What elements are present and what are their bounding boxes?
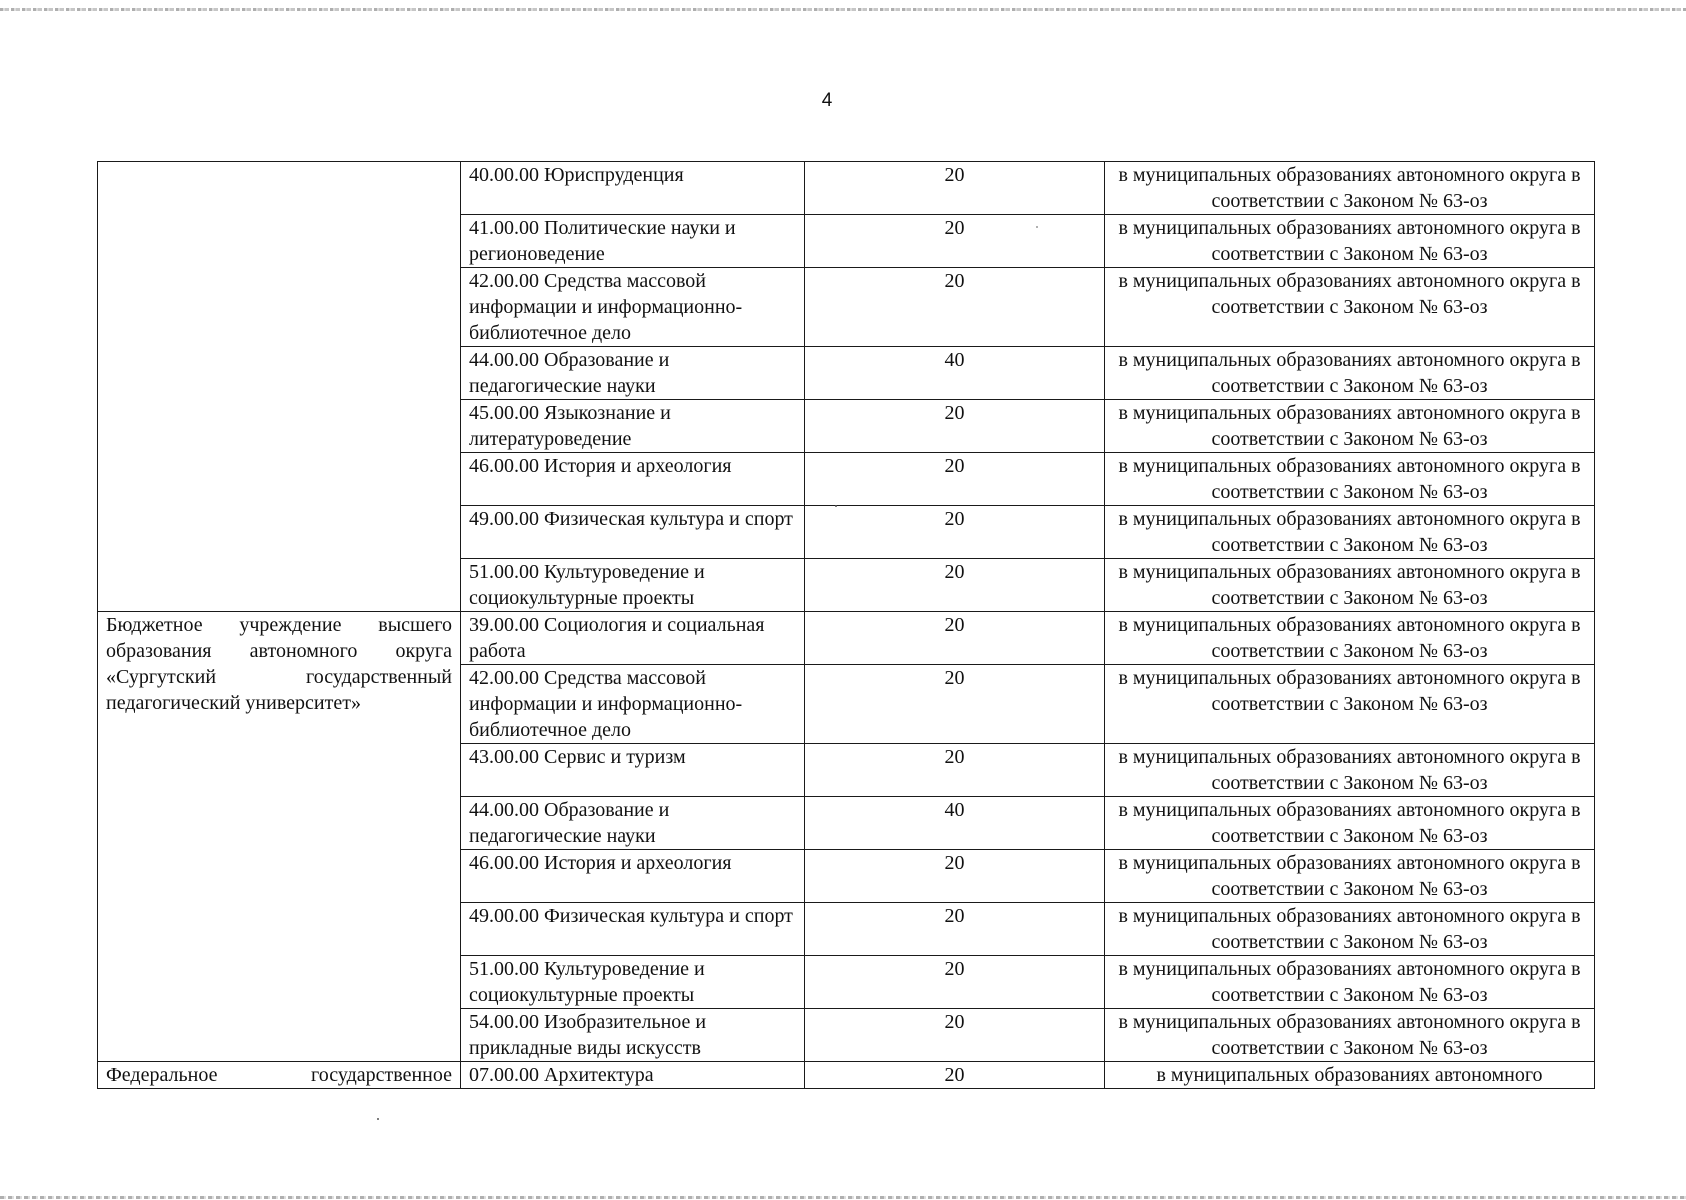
scan-speck bbox=[1036, 226, 1038, 228]
direction-cell: 54.00.00 Изобразительное и прикладные виды искусств bbox=[461, 1009, 805, 1062]
quota-cell: 20 bbox=[805, 453, 1105, 506]
direction-cell: 46.00.00 История и археология bbox=[461, 453, 805, 506]
organization-cell: Бюджетное учреждение высшего образования автономного округа «Сургутский государственный педагогический университет» bbox=[98, 612, 461, 1062]
condition-cell: в муниципальных образованиях автономного округа в соответствии с Законом № 63-оз bbox=[1105, 559, 1595, 612]
condition-cell: в муниципальных образованиях автономного округа в соответствии с Законом № 63-оз bbox=[1105, 850, 1595, 903]
scan-edge-bottom bbox=[0, 1196, 1686, 1199]
condition-cell: в муниципальных образованиях автономного округа в соответствии с Законом № 63-оз bbox=[1105, 903, 1595, 956]
organization-cell-continued bbox=[98, 162, 461, 612]
quota-cell: 20 bbox=[805, 903, 1105, 956]
condition-cell: в муниципальных образованиях автономного bbox=[1105, 1062, 1595, 1089]
quota-cell: 20 bbox=[805, 850, 1105, 903]
quota-cell: 20 bbox=[805, 506, 1105, 559]
quota-table bbox=[97, 161, 1595, 1089]
quota-cell: 20 bbox=[805, 956, 1105, 1009]
direction-cell: 42.00.00 Средства массовой информации и информационно-библиотечное дело bbox=[461, 665, 805, 744]
quota-cell: 20 bbox=[805, 268, 1105, 347]
direction-cell: 44.00.00 Образование и педагогические науки bbox=[461, 797, 805, 850]
condition-cell: в муниципальных образованиях автономного округа в соответствии с Законом № 63-оз bbox=[1105, 347, 1595, 400]
quota-cell: 20 bbox=[805, 400, 1105, 453]
direction-cell: 43.00.00 Сервис и туризм bbox=[461, 744, 805, 797]
direction-cell: 49.00.00 Физическая культура и спорт bbox=[461, 506, 805, 559]
direction-cell: 40.00.00 Юриспруденция bbox=[461, 162, 805, 215]
direction-cell: 45.00.00 Языкознание и литературоведение bbox=[461, 400, 805, 453]
condition-cell: в муниципальных образованиях автономного округа в соответствии с Законом № 63-оз bbox=[1105, 612, 1595, 665]
condition-cell: в муниципальных образованиях автономного округа в соответствии с Законом № 63-оз bbox=[1105, 215, 1595, 268]
direction-cell: 49.00.00 Физическая культура и спорт bbox=[461, 903, 805, 956]
condition-cell: в муниципальных образованиях автономного округа в соответствии с Законом № 63-оз bbox=[1105, 453, 1595, 506]
quota-cell: 20 bbox=[805, 665, 1105, 744]
condition-cell: в муниципальных образованиях автономного округа в соответствии с Законом № 63-оз bbox=[1105, 268, 1595, 347]
organization-cell: Федеральное государственное bbox=[98, 1062, 461, 1089]
direction-cell: 44.00.00 Образование и педагогические науки bbox=[461, 347, 805, 400]
quota-cell: 40 bbox=[805, 797, 1105, 850]
page-number: 4 bbox=[821, 90, 833, 111]
direction-cell: 41.00.00 Политические науки и регионоведение bbox=[461, 215, 805, 268]
quota-cell: 20 bbox=[805, 1062, 1105, 1089]
direction-cell: 51.00.00 Культуроведение и социокультурные проекты bbox=[461, 559, 805, 612]
condition-cell: в муниципальных образованиях автономного округа в соответствии с Законом № 63-оз bbox=[1105, 956, 1595, 1009]
direction-cell: 07.00.00 Архитектура bbox=[461, 1062, 805, 1089]
condition-cell: в муниципальных образованиях автономного округа в соответствии с Законом № 63-оз bbox=[1105, 665, 1595, 744]
table-row bbox=[98, 1062, 1595, 1089]
scan-speck bbox=[377, 1118, 379, 1120]
condition-cell: в муниципальных образованиях автономного округа в соответствии с Законом № 63-оз bbox=[1105, 162, 1595, 215]
direction-cell: 51.00.00 Культуроведение и социокультурные проекты bbox=[461, 956, 805, 1009]
quota-cell: 20 bbox=[805, 1009, 1105, 1062]
condition-cell: в муниципальных образованиях автономного округа в соответствии с Законом № 63-оз bbox=[1105, 744, 1595, 797]
quota-cell: 20 bbox=[805, 612, 1105, 665]
table-row bbox=[98, 162, 1595, 215]
scan-edge-top bbox=[0, 8, 1686, 11]
direction-cell: 39.00.00 Социология и социальная работа bbox=[461, 612, 805, 665]
quota-cell: 20 bbox=[805, 162, 1105, 215]
condition-cell: в муниципальных образованиях автономного округа в соответствии с Законом № 63-оз bbox=[1105, 797, 1595, 850]
scan-speck bbox=[835, 505, 837, 507]
direction-cell: 42.00.00 Средства массовой информации и информационно-библиотечное дело bbox=[461, 268, 805, 347]
direction-cell: 46.00.00 История и археология bbox=[461, 850, 805, 903]
condition-cell: в муниципальных образованиях автономного округа в соответствии с Законом № 63-оз bbox=[1105, 400, 1595, 453]
condition-cell: в муниципальных образованиях автономного округа в соответствии с Законом № 63-оз bbox=[1105, 506, 1595, 559]
quota-cell: 20 bbox=[805, 744, 1105, 797]
quota-cell: 20 bbox=[805, 215, 1105, 268]
quota-cell: 40 bbox=[805, 347, 1105, 400]
condition-cell: в муниципальных образованиях автономного округа в соответствии с Законом № 63-оз bbox=[1105, 1009, 1595, 1062]
quota-cell: 20 bbox=[805, 559, 1105, 612]
table-row bbox=[98, 612, 1595, 665]
